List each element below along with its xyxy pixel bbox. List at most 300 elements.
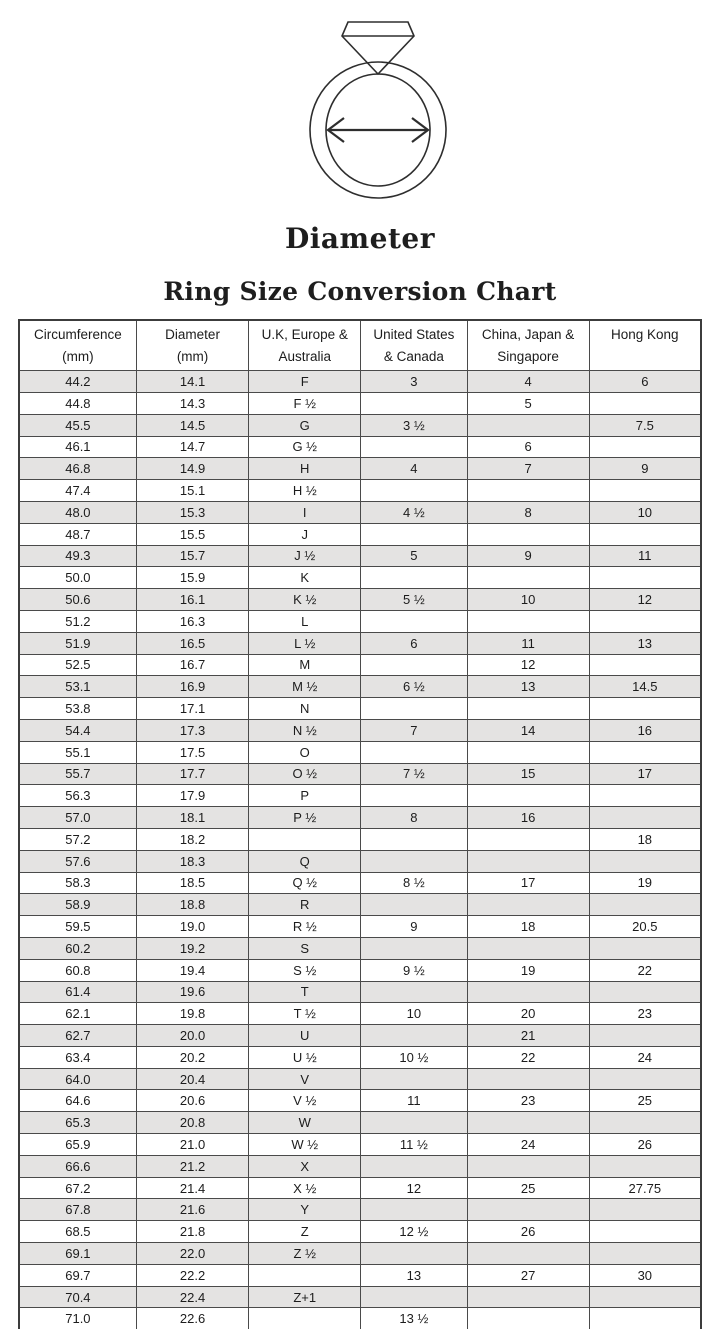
table-cell: 22.0 [136, 1243, 249, 1265]
table-cell: 19.6 [136, 981, 249, 1003]
table-cell: 8 [467, 501, 589, 523]
table-row [19, 610, 701, 632]
table-cell [361, 850, 467, 872]
table-cell [467, 785, 589, 807]
table-cell [361, 785, 467, 807]
hero-section [0, 0, 720, 306]
table-row [19, 480, 701, 502]
table-cell: 25 [467, 1177, 589, 1199]
table-cell: 26 [467, 1221, 589, 1243]
table-cell: 61.4 [19, 981, 136, 1003]
table-cell: 9 [467, 545, 589, 567]
table-cell: 19.4 [136, 959, 249, 981]
table-cell [467, 1068, 589, 1090]
table-cell: 54.4 [19, 719, 136, 741]
table-row [19, 1134, 701, 1156]
table-cell: 20.0 [136, 1025, 249, 1047]
table-cell: 22.2 [136, 1264, 249, 1286]
table-cell [361, 1025, 467, 1047]
table-cell: 21.0 [136, 1134, 249, 1156]
table-row [19, 589, 701, 611]
table-cell: 62.7 [19, 1025, 136, 1047]
table-cell: 55.7 [19, 763, 136, 785]
table-cell [361, 567, 467, 589]
table-cell: 5 [467, 392, 589, 414]
table-cell: 53.1 [19, 676, 136, 698]
table-cell: 13 [589, 632, 701, 654]
table-row [19, 894, 701, 916]
table-cell: 7 [467, 458, 589, 480]
table-cell: 49.3 [19, 545, 136, 567]
table-cell: 18.2 [136, 828, 249, 850]
column-header: U.K, Europe & Australia [249, 320, 361, 371]
table-cell: R [249, 894, 361, 916]
table-cell: 26 [589, 1134, 701, 1156]
table-cell [467, 1112, 589, 1134]
table-row [19, 458, 701, 480]
table-cell [589, 1112, 701, 1134]
table-cell: 8 [361, 807, 467, 829]
table-cell: 5 [361, 545, 467, 567]
table-row [19, 414, 701, 436]
table-cell: 4 ½ [361, 501, 467, 523]
table-cell [589, 1068, 701, 1090]
table-cell [589, 480, 701, 502]
table-cell: 48.7 [19, 523, 136, 545]
table-cell: 14.9 [136, 458, 249, 480]
table-cell: 6 ½ [361, 676, 467, 698]
table-cell: S [249, 937, 361, 959]
table-row [19, 567, 701, 589]
table-cell: 19.2 [136, 937, 249, 959]
table-cell: Q ½ [249, 872, 361, 894]
table-cell: 63.4 [19, 1046, 136, 1068]
table-row [19, 698, 701, 720]
table-cell: 15.5 [136, 523, 249, 545]
table-cell: U [249, 1025, 361, 1047]
table-cell: 13 ½ [361, 1308, 467, 1329]
table-cell: 57.6 [19, 850, 136, 872]
table-cell: U ½ [249, 1046, 361, 1068]
table-cell: 22 [467, 1046, 589, 1068]
table-cell: 56.3 [19, 785, 136, 807]
table-cell [467, 698, 589, 720]
table-cell: 4 [361, 458, 467, 480]
table-cell: 48.0 [19, 501, 136, 523]
table-cell: 15.7 [136, 545, 249, 567]
table-cell: 17.5 [136, 741, 249, 763]
table-cell: Z [249, 1221, 361, 1243]
table-cell: 17.9 [136, 785, 249, 807]
table-cell [589, 1308, 701, 1329]
table-cell: V ½ [249, 1090, 361, 1112]
table-cell: 19.8 [136, 1003, 249, 1025]
table-cell: T ½ [249, 1003, 361, 1025]
table-cell [589, 1221, 701, 1243]
table-cell: 67.8 [19, 1199, 136, 1221]
table-cell: 65.9 [19, 1134, 136, 1156]
table-cell: H [249, 458, 361, 480]
table-cell: L [249, 610, 361, 632]
table-cell: Q [249, 850, 361, 872]
table-row [19, 1221, 701, 1243]
table-cell [589, 436, 701, 458]
table-cell: 16 [589, 719, 701, 741]
table-cell: P [249, 785, 361, 807]
table-cell [589, 1199, 701, 1221]
table-cell: 71.0 [19, 1308, 136, 1329]
table-cell [361, 480, 467, 502]
table-cell: 45.5 [19, 414, 136, 436]
table-cell: 65.3 [19, 1112, 136, 1134]
table-row [19, 719, 701, 741]
table-cell: 62.1 [19, 1003, 136, 1025]
table-cell: 27 [467, 1264, 589, 1286]
table-cell: 19 [467, 959, 589, 981]
table-cell: 22.6 [136, 1308, 249, 1329]
table-cell: 12 [361, 1177, 467, 1199]
table-cell: 10 ½ [361, 1046, 467, 1068]
table-cell [589, 807, 701, 829]
table-row [19, 1308, 701, 1329]
table-cell: 12 ½ [361, 1221, 467, 1243]
table-row [19, 872, 701, 894]
table-cell: 11 ½ [361, 1134, 467, 1156]
table-cell: 4 [467, 371, 589, 393]
table-row [19, 1199, 701, 1221]
table-header [19, 320, 701, 371]
table-cell [467, 414, 589, 436]
table-cell [589, 567, 701, 589]
table-cell: 9 ½ [361, 959, 467, 981]
table-cell: F [249, 371, 361, 393]
table-cell: 20.5 [589, 916, 701, 938]
ring-diagram [0, 0, 720, 212]
table-cell: L ½ [249, 632, 361, 654]
table-cell: 10 [589, 501, 701, 523]
table-row [19, 1068, 701, 1090]
table-row [19, 1025, 701, 1047]
table-row [19, 785, 701, 807]
table-row [19, 1243, 701, 1265]
table-cell: 20.8 [136, 1112, 249, 1134]
page-title: Ring Size Conversion Chart [163, 277, 557, 306]
table-cell: 64.6 [19, 1090, 136, 1112]
table-row [19, 1286, 701, 1308]
table-cell: 21 [467, 1025, 589, 1047]
table-cell: 51.9 [19, 632, 136, 654]
table-cell: 20.2 [136, 1046, 249, 1068]
table-cell [361, 741, 467, 763]
table-cell: 11 [467, 632, 589, 654]
table-cell: 52.5 [19, 654, 136, 676]
table-row [19, 1177, 701, 1199]
table-cell [467, 1286, 589, 1308]
table-cell: 21.2 [136, 1155, 249, 1177]
table-cell [361, 937, 467, 959]
table-cell: 23 [467, 1090, 589, 1112]
table-cell [589, 1286, 701, 1308]
table-cell: 17.7 [136, 763, 249, 785]
table-cell: 44.2 [19, 371, 136, 393]
table-cell: 7.5 [589, 414, 701, 436]
table-cell [361, 1243, 467, 1265]
table-cell: 11 [361, 1090, 467, 1112]
table-cell [589, 894, 701, 916]
table-cell [589, 981, 701, 1003]
table-cell: 60.2 [19, 937, 136, 959]
table-cell: 22 [589, 959, 701, 981]
table-cell: 24 [467, 1134, 589, 1156]
table-cell [589, 937, 701, 959]
table-cell: 18.8 [136, 894, 249, 916]
table-cell: 22.4 [136, 1286, 249, 1308]
table-cell: 27.75 [589, 1177, 701, 1199]
table-cell: 18.1 [136, 807, 249, 829]
table-body [19, 371, 701, 1329]
table-cell [467, 523, 589, 545]
table-cell: 9 [361, 916, 467, 938]
table-cell: 30 [589, 1264, 701, 1286]
table-cell: 13 [361, 1264, 467, 1286]
table-cell: X ½ [249, 1177, 361, 1199]
table-cell: 15 [467, 763, 589, 785]
table-row [19, 523, 701, 545]
table-cell: 5 ½ [361, 589, 467, 611]
table-cell: 24 [589, 1046, 701, 1068]
table-cell [589, 1025, 701, 1047]
table-cell: 57.2 [19, 828, 136, 850]
table-cell: P ½ [249, 807, 361, 829]
table-cell: 16.1 [136, 589, 249, 611]
table-cell: 16 [467, 807, 589, 829]
table-cell: 16.3 [136, 610, 249, 632]
table-cell: 11 [589, 545, 701, 567]
table-cell: 59.5 [19, 916, 136, 938]
column-header: Circumference (mm) [19, 320, 136, 371]
table-cell [467, 741, 589, 763]
table-cell [361, 894, 467, 916]
table-cell: 19 [589, 872, 701, 894]
table-cell: 10 [361, 1003, 467, 1025]
table-cell: 14.3 [136, 392, 249, 414]
table-cell: O ½ [249, 763, 361, 785]
table-cell: 17.1 [136, 698, 249, 720]
table-cell [361, 1199, 467, 1221]
table-cell: 58.3 [19, 872, 136, 894]
table-row [19, 807, 701, 829]
table-cell: 46.1 [19, 436, 136, 458]
table-cell [361, 610, 467, 632]
table-cell: 18 [467, 916, 589, 938]
table-cell: 69.7 [19, 1264, 136, 1286]
table-cell: 10 [467, 589, 589, 611]
ring-size-table [18, 319, 702, 1329]
table-row [19, 371, 701, 393]
table-cell [589, 523, 701, 545]
table-row [19, 828, 701, 850]
table-cell [361, 981, 467, 1003]
table-cell [467, 567, 589, 589]
column-header: China, Japan & Singapore [467, 320, 589, 371]
table-cell [589, 785, 701, 807]
table-cell: 51.2 [19, 610, 136, 632]
table-cell [589, 1243, 701, 1265]
table-cell [249, 828, 361, 850]
table-row [19, 676, 701, 698]
table-cell [467, 981, 589, 1003]
table-cell: 18 [589, 828, 701, 850]
table-cell: 20.4 [136, 1068, 249, 1090]
table-cell [467, 937, 589, 959]
table-row [19, 501, 701, 523]
table-cell [467, 610, 589, 632]
table-cell [589, 654, 701, 676]
table-row [19, 850, 701, 872]
table-cell: S ½ [249, 959, 361, 981]
table-cell: Z ½ [249, 1243, 361, 1265]
table-cell [361, 1068, 467, 1090]
table-cell: 6 [467, 436, 589, 458]
table-cell: 14 [467, 719, 589, 741]
table-cell [589, 850, 701, 872]
diameter-arrow-icon [328, 118, 428, 142]
table-row [19, 1264, 701, 1286]
table-cell: K ½ [249, 589, 361, 611]
table-cell [467, 1199, 589, 1221]
table-cell: 15.9 [136, 567, 249, 589]
table-cell: 67.2 [19, 1177, 136, 1199]
table-row [19, 632, 701, 654]
table-cell [249, 1264, 361, 1286]
table-cell: 14.7 [136, 436, 249, 458]
table-row [19, 937, 701, 959]
table-cell: 7 [361, 719, 467, 741]
table-cell [589, 1155, 701, 1177]
table-cell: 12 [467, 654, 589, 676]
table-cell: 12 [589, 589, 701, 611]
table-cell [467, 850, 589, 872]
table-cell: N [249, 698, 361, 720]
table-cell: 70.4 [19, 1286, 136, 1308]
table-cell: G ½ [249, 436, 361, 458]
table-cell: J ½ [249, 545, 361, 567]
table-cell: 3 ½ [361, 414, 467, 436]
table-cell: 20 [467, 1003, 589, 1025]
table-row [19, 654, 701, 676]
column-header: Diameter (mm) [136, 320, 249, 371]
table-cell: 9 [589, 458, 701, 480]
table-cell: 55.1 [19, 741, 136, 763]
table-row [19, 959, 701, 981]
table-cell: 14.1 [136, 371, 249, 393]
table-cell: 64.0 [19, 1068, 136, 1090]
table-cell [589, 610, 701, 632]
table-cell: 8 ½ [361, 872, 467, 894]
table-cell: 15.1 [136, 480, 249, 502]
table-cell: 21.8 [136, 1221, 249, 1243]
table-cell [589, 698, 701, 720]
table-cell: 66.6 [19, 1155, 136, 1177]
table-cell: V [249, 1068, 361, 1090]
table-cell: 18.5 [136, 872, 249, 894]
table-cell: G [249, 414, 361, 436]
table-cell: M [249, 654, 361, 676]
table-row [19, 1090, 701, 1112]
table-cell: 21.4 [136, 1177, 249, 1199]
table-cell: 60.8 [19, 959, 136, 981]
table-cell: 68.5 [19, 1221, 136, 1243]
table-cell [249, 1308, 361, 1329]
table-cell: 13 [467, 676, 589, 698]
table-row [19, 1112, 701, 1134]
table-cell: 44.8 [19, 392, 136, 414]
table-cell [361, 392, 467, 414]
table-cell [467, 1243, 589, 1265]
table-cell: 23 [589, 1003, 701, 1025]
table-cell: R ½ [249, 916, 361, 938]
table-cell: 6 [361, 632, 467, 654]
table-cell: 3 [361, 371, 467, 393]
table-row [19, 436, 701, 458]
table-cell: 50.6 [19, 589, 136, 611]
table-cell: 17 [589, 763, 701, 785]
table-cell: 14.5 [136, 414, 249, 436]
table-cell: W [249, 1112, 361, 1134]
diagram-label: Diameter [284, 222, 435, 255]
table-row [19, 1155, 701, 1177]
table-cell: X [249, 1155, 361, 1177]
table-cell: 16.7 [136, 654, 249, 676]
table-cell: 50.0 [19, 567, 136, 589]
table-row [19, 392, 701, 414]
table-cell: W ½ [249, 1134, 361, 1156]
table-cell: 25 [589, 1090, 701, 1112]
table-cell: 16.9 [136, 676, 249, 698]
table-cell [361, 828, 467, 850]
table-cell: 58.9 [19, 894, 136, 916]
table-row [19, 916, 701, 938]
table-cell [361, 523, 467, 545]
table-cell: 14.5 [589, 676, 701, 698]
table-cell: 15.3 [136, 501, 249, 523]
table-cell: Y [249, 1199, 361, 1221]
table-row [19, 741, 701, 763]
table-cell [589, 392, 701, 414]
table-cell: K [249, 567, 361, 589]
table-cell: Z+1 [249, 1286, 361, 1308]
table-row [19, 1046, 701, 1068]
table-cell [361, 1286, 467, 1308]
table-cell: N ½ [249, 719, 361, 741]
table-cell: T [249, 981, 361, 1003]
table-cell: J [249, 523, 361, 545]
table-cell [467, 828, 589, 850]
header-row [19, 320, 701, 371]
table-row [19, 981, 701, 1003]
table-cell: 69.1 [19, 1243, 136, 1265]
table-cell: 46.8 [19, 458, 136, 480]
table-row [19, 763, 701, 785]
table-cell [361, 436, 467, 458]
table-cell: 17 [467, 872, 589, 894]
table-cell: O [249, 741, 361, 763]
table-cell: I [249, 501, 361, 523]
table-cell: 21.6 [136, 1199, 249, 1221]
table-cell [467, 480, 589, 502]
table-row [19, 1003, 701, 1025]
table-cell [467, 1308, 589, 1329]
